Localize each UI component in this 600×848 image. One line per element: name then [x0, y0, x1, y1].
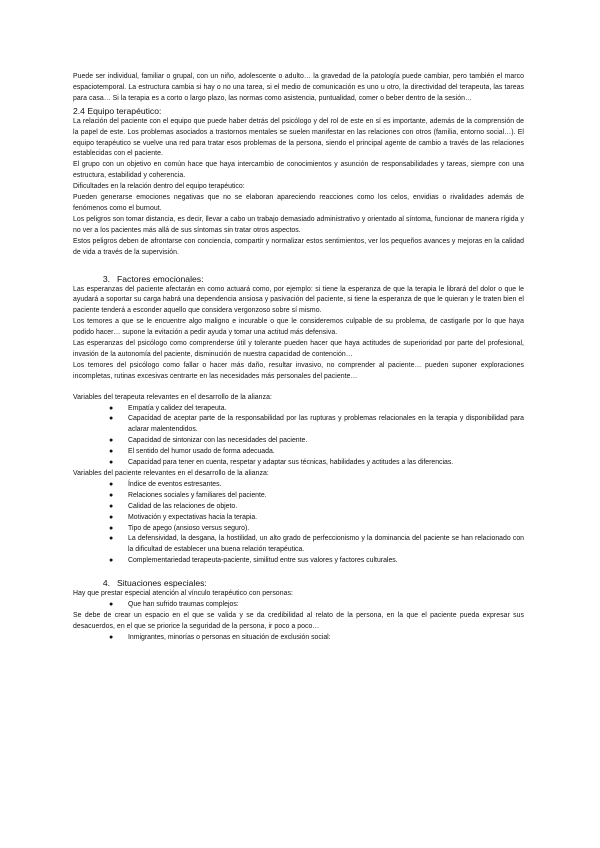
bullet-icon: ● — [109, 557, 114, 565]
section-3-heading — [73, 273, 524, 285]
patient-variables-list — [73, 480, 524, 567]
list-item: ● Capacidad de aceptar parte de la responsabilidad por las rupturas y problemas relacionales en la terapia y disponibilidad para aclarar malentendidos. — [109, 415, 524, 434]
list-item: ● El sentido del humor usado de forma adecuada. — [73, 447, 524, 458]
section-2-4-paragraph-3: Pueden generarse emociones negativas que no se elaboran apareciendo reacciones como los celos, envidias o rivalidades además de fenómenos como el burnout. — [73, 194, 524, 212]
bullet-icon: ● — [109, 633, 114, 641]
section-2-4-paragraph-5: Estos peligros deben de afrontarse con conciencia, compartir y normalizar estos sentimientos, ver los pequeños avances y mejoras en la calidad de vida a través de la supervisión. — [73, 237, 524, 256]
bullet-icon: ● — [109, 437, 114, 445]
bullet-icon: ● — [109, 480, 114, 488]
section-3-title: Factores emocionales: — [117, 273, 204, 284]
bullet-icon: ● — [109, 448, 114, 456]
section-3-paragraph-1: Las esperanzas del paciente afectarán en como actuará como, por ejemplo: si tiene la esperanza de que la terapia le librará del dolor o que le ayudará a soportar su carga habrá una dependencia ansiosa y pasivación del paciente, si tiene la esperanza de que le quieran y le traten bien el paciente tenderá a esconder aquello que considera vergonzoso sobre sí mismo. — [73, 285, 524, 315]
section-4-list-2 — [73, 633, 524, 644]
list-item: ● Motivación y expectativas hacia la terapia. — [73, 513, 524, 524]
intro-paragraph: Puede ser individual, familiar o grupal, con un niño, adolescente o adulto… la gravedad de la patología puede cambiar, pero también el marco espaciotemporal. La estructura cambia si hay o no una tarea, si el medio de comunicación es uno u otro, la directividad del terapeuta, las tareas para casa… Si la terapia es a corto o largo plazo, las normas como asistencia, puntualidad, comer o beber dentro de la sesión… — [73, 73, 524, 102]
section-2-4-subheading: Dificultades en la relación dentro del equipo terapéutico: — [73, 183, 245, 191]
list-item: ● La defensividad, la desgana, la hostilidad, un alto grado de perfeccionismo y la dominancia del paciente se han relacionado con la dificultad de establecer una buena relación terapéutica. — [109, 535, 524, 554]
list-item: ● Índice de eventos estresantes. — [73, 480, 524, 491]
bullet-icon: ● — [109, 502, 114, 510]
section-4-heading — [73, 577, 524, 589]
section-2-4-paragraph-4: Los peligros son tomar distancia, es decir, llevar a cabo un trabajo demasiado administrativo y orientado al síntoma, funcionar de manera rígida y no ver a los pacientes más allá de sus síntomas sin tratar otros aspectos. — [73, 215, 524, 234]
section-4-number: 4. — [102, 578, 110, 589]
bullet-icon: ● — [109, 513, 114, 521]
section-4-list-1 — [73, 600, 524, 611]
section-2-4-paragraph-2: El grupo con un objetivo en común hace que haya intercambio de conocimientos y asunción de responsabilidades y tareas, siempre con una estructura, estabilidad y coherencia. — [73, 161, 524, 180]
list-item: ● Tipo de apego (ansioso versus seguro). — [73, 524, 524, 535]
list-item: ● Capacidad para tener en cuenta, respetar y adaptar sus técnicas, habilidades y actitudes a las diferencias. — [73, 458, 524, 469]
section-3-paragraph-4: Los temores del psicólogo como fallar o hacer más daño, resultar invasivo, no comprender al paciente… pueden suponer exploraciones incompletas, rutinas excesivas centrarte en las necesidades más personales del paciente… — [73, 361, 524, 380]
list-item: ● Empatía y calidez del terapeuta. — [73, 404, 524, 415]
patient-variables-title: Variables del paciente relevantes en el desarrollo de la alianza: — [73, 470, 269, 477]
list-item: ● Relaciones sociales y familiares del paciente. — [73, 491, 524, 502]
section-4-paragraph-1: Hay que prestar especial atención al vínculo terapéutico con personas: — [73, 590, 293, 598]
section-3-paragraph-2: Los temores a que se le encuentre algo maligno e incurable o que le consideremos culpable de su problema, de castigarle por lo que haya podido hacer… supone la evitación a pedir ayuda y tomar una actitud más defensiva. — [73, 318, 524, 337]
bullet-icon: ● — [109, 415, 114, 423]
section-2-4-heading: 2.4 Equipo terapéutico: — [73, 105, 162, 116]
section-2-4-paragraph-1: La relación del paciente con el equipo que puede haber detrás del psicólogo y del rol de este en sí es importante, además de la comprensión de la papel de este. Los problemas asociados a trastornos mentales se suelen manifestar en las relaciones con otros (familia, entorno social…). El equipo terapéutico se vuelve una red para tratar esos problemas de la persona, siendo el principal agente de cambio a través de las relaciones establecidas con el paciente. — [73, 117, 524, 158]
list-item: ● Que han sufrido traumas complejos: — [73, 600, 524, 611]
therapist-variables-title: Variables del terapeuta relevantes en el desarrollo de la alianza: — [73, 393, 272, 401]
bullet-icon: ● — [109, 535, 114, 543]
bullet-icon: ● — [109, 524, 114, 532]
bullet-icon: ● — [109, 491, 114, 499]
list-item: ● Capacidad de sintonizar con las necesidades del paciente. — [73, 436, 524, 447]
therapist-variables-list — [73, 404, 524, 469]
list-item: ● Inmigrantes, minorías o personas en situación de exclusión social: — [73, 633, 524, 644]
section-3-number: 3. — [102, 273, 110, 284]
section-3-paragraph-3: Las esperanzas del psicólogo como comprenderse útil y tolerante pueden hacer que haya actitudes de superioridad por parte del profesional, invasión de la autonomía del paciente, disminución de nuestra capacidad de contención… — [73, 340, 524, 358]
bullet-icon: ● — [109, 601, 114, 609]
list-item: ● Calidad de las relaciones de objeto. — [73, 502, 524, 513]
bullet-icon: ● — [109, 459, 114, 467]
section-4-title: Situaciones especiales: — [117, 578, 207, 589]
bullet-icon: ● — [109, 404, 114, 412]
list-item: ● Complementariedad terapeuta-paciente, similitud entre sus valores y factores culturales. — [73, 556, 524, 567]
section-4-paragraph-2: Se debe de crear un espacio en el que se valida y se da credibilidad al relato de la persona, en la que el paciente pueda expresar sus desacuerdos, en el que se priorice la seguridad de la persona, ir poco a poco… — [73, 611, 524, 630]
